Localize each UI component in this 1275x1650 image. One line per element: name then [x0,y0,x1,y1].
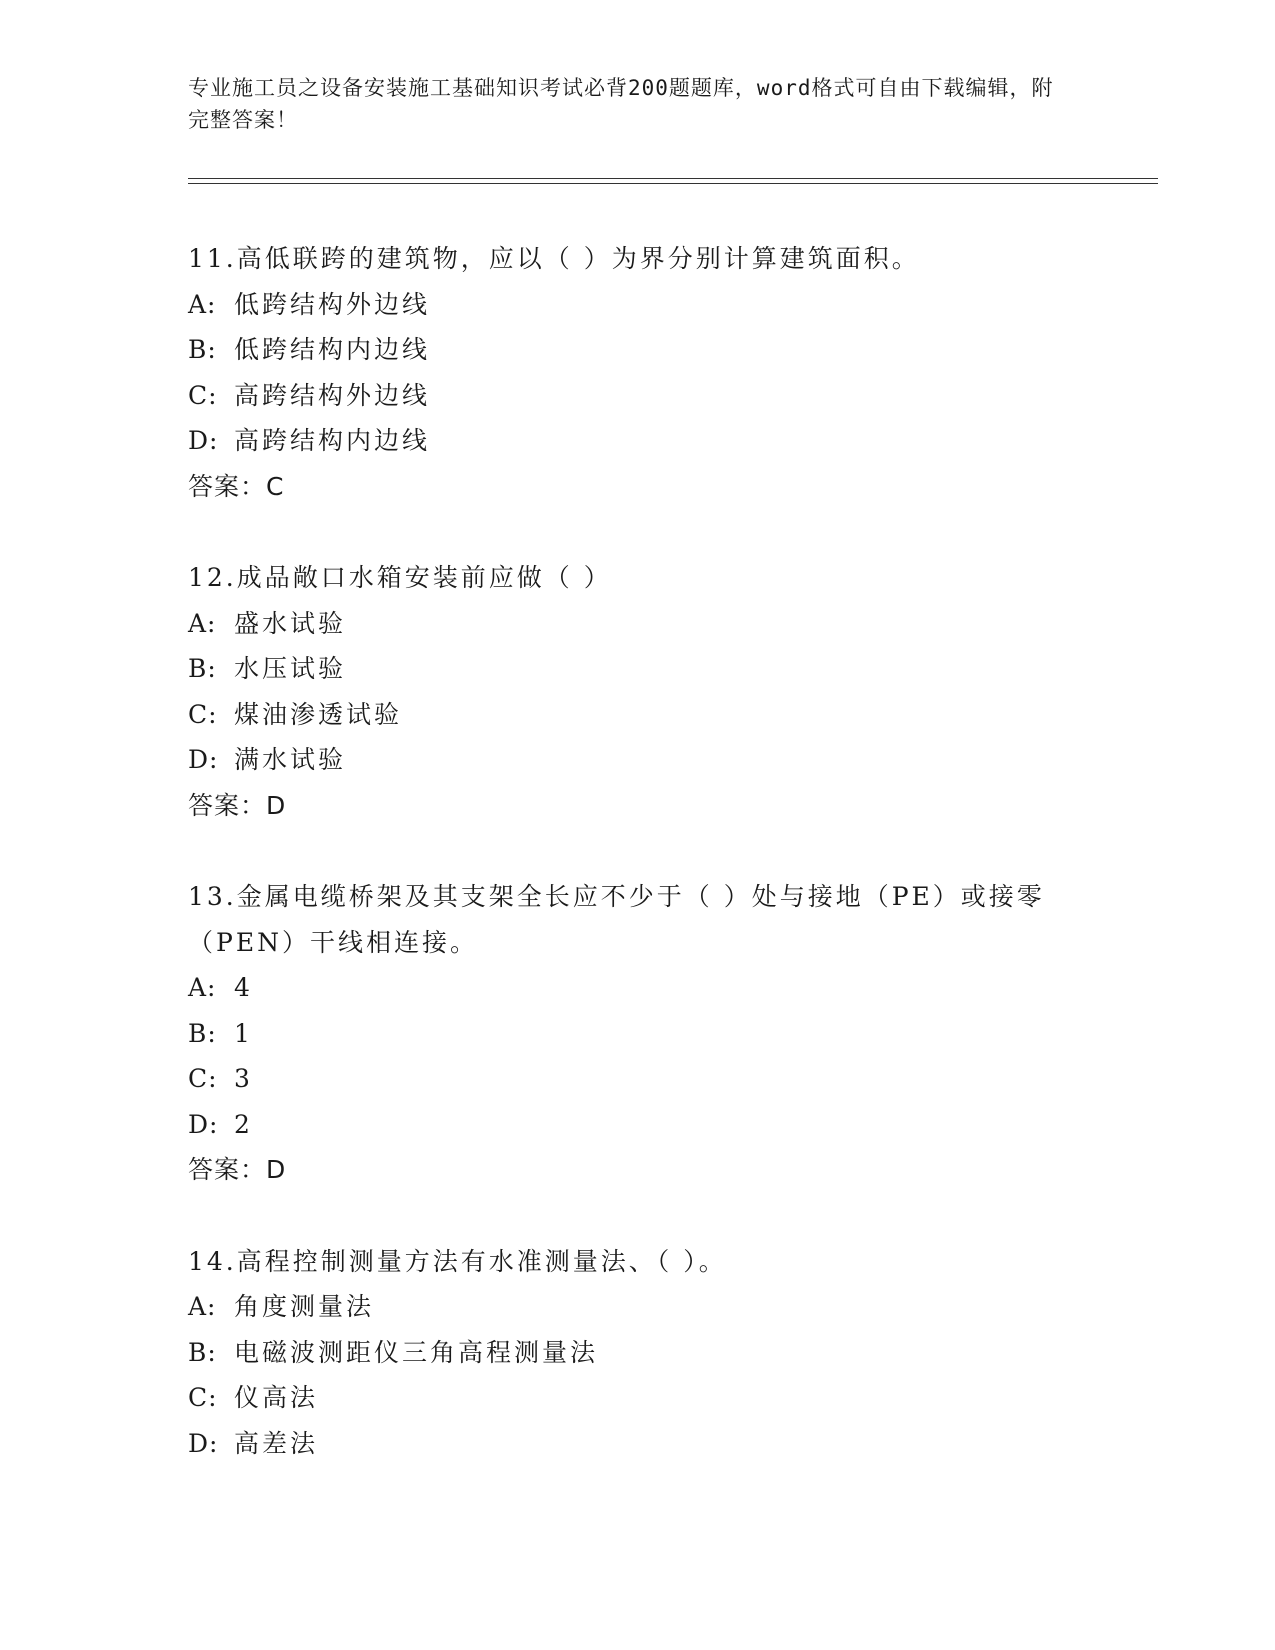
question-12 [188,555,1088,828]
option-letter: D: [188,1109,219,1139]
question-text: 11.高低联跨的建筑物，应以（ ）为界分别计算建筑面积。 [188,244,920,273]
question-list [188,236,1088,1512]
option-b [188,327,1088,373]
option-text: 3 [234,1064,253,1093]
option-b [188,646,1088,692]
option-text: 煤油渗透试验 [234,699,403,729]
option-text: 4 [234,973,253,1002]
option-text: 高跨结构内边线 [234,426,431,455]
option-a [188,965,1088,1011]
option-letter: A: [188,289,217,319]
option-a [188,601,1088,647]
header-divider-bottom [188,183,1158,184]
question-text: 14.高程控制测量方法有水准测量法、（ ）。 [188,1246,727,1276]
option-letter: B: [188,654,217,683]
option-letter: B: [188,335,217,364]
question-text: 13.金属电缆桥架及其支架全长应不少于（ ）处与接地（PE）或接零（PEN）干线相连接。 [188,882,1045,957]
option-c [188,1375,1088,1421]
option-text: 角度测量法 [234,1292,375,1321]
option-b [188,1330,1088,1376]
question-13 [188,874,1088,1193]
question-14 [188,1239,1088,1467]
option-letter: D: [188,745,219,774]
option-text: 盛水试验 [234,608,347,638]
option-letter: A: [188,973,217,1002]
option-letter: A: [188,1292,217,1321]
option-letter: C: [188,380,218,410]
option-letter: B: [188,1018,217,1048]
option-letter: C: [188,699,218,729]
option-a [188,1284,1088,1330]
option-letter: B: [188,1337,217,1367]
document-header [188,72,1068,136]
header-divider-top [188,178,1158,179]
option-text: 低跨结构外边线 [234,289,431,319]
option-letter: C: [188,1064,218,1093]
answer-line: 答案：D [188,790,287,820]
option-letter: D: [188,1428,219,1458]
option-d [188,418,1088,464]
option-text: 高差法 [234,1428,319,1458]
question-text: 12.成品敞口水箱安装前应做（ ） [188,563,612,592]
option-c [188,373,1088,419]
option-text: 仪高法 [234,1383,319,1412]
option-text: 低跨结构内边线 [234,335,431,364]
option-text: 2 [234,1109,253,1139]
option-d [188,1102,1088,1148]
question-11 [188,236,1088,509]
option-c [188,692,1088,738]
option-letter: D: [188,426,219,455]
option-d [188,737,1088,783]
answer-line: 答案：C [188,471,285,501]
option-text: 电磁波测距仪三角高程测量法 [234,1337,599,1367]
option-text: 高跨结构外边线 [234,380,431,410]
option-letter: A: [188,608,217,638]
option-text: 1 [234,1018,253,1048]
option-d [188,1421,1088,1467]
option-text: 水压试验 [234,654,347,683]
option-letter: C: [188,1383,218,1412]
header-title: 专业施工员之设备安装施工基础知识考试必背200题题库，word格式可自由下载编辑，附完整答案！ [188,76,1054,132]
option-a [188,282,1088,328]
option-c [188,1056,1088,1102]
option-b [188,1011,1088,1057]
answer-line: 答案：D [188,1155,287,1184]
option-text: 满水试验 [234,745,347,774]
